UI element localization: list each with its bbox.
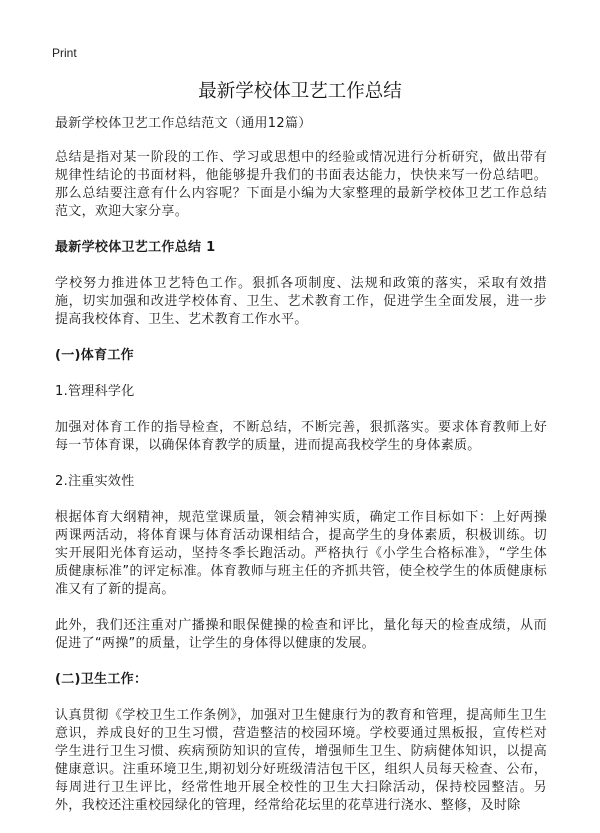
section-paragraph: 学校努力推进体卫艺特色工作。狠抓各项制度、法规和政策的落实，采取有效措施，切实加强和改进学校体育、卫生、艺术教育工作，促进学生全面发展，进一步提高我校体育、卫生、艺术教育工作水平。	[55, 276, 547, 327]
item-paragraph-management: 加强对体育工作的指导检查，不断总结，不断完善，狠抓落实。要求体育教师上好每一节体育课，以确保体育教学的质量，进而提高我校学生的身体素质。	[55, 420, 547, 453]
print-link[interactable]: Print	[52, 46, 77, 60]
section-heading: 最新学校体卫艺工作总结 1	[55, 240, 216, 255]
item-heading-effectiveness: 2.注重实效性	[55, 474, 135, 489]
item-heading-management: 1.管理科学化	[55, 384, 135, 399]
page-title: 最新学校体卫艺工作总结	[198, 81, 402, 102]
part-heading-hygiene: (二)卫生工作：	[55, 672, 148, 687]
hygiene-paragraph: 认真贯彻《学校卫生工作条例》，加强对卫生健康行为的教育和管理，提高师生卫生意识，养成良好的卫生习惯，营造整洁的校园环境。学校要通过黑板报，宣传栏对学生进行卫生习惯、疾病预防知识的宣传，增强师生卫生、防病健体知识，以提高健康意识。注重环境卫生,期初划分好班级清洁包干区，组织人员每天检查、公布，每周进行卫生评比，经常性地开展全校性的卫生大扫除活动，保持校园整洁。另外，我校还注重校园绿化的管理，经常给花坛里的花草进行浇水、整修，及时除	[55, 708, 547, 813]
item-paragraph-exercises: 此外，我们还注重对广播操和眼保健操的检查和评比，量化每天的检查成绩，从而促进了“两操”的质量，让学生的身体得以健康的发展。	[55, 618, 547, 651]
document-subtitle: 最新学校体卫艺工作总结范文（通用12篇）	[55, 116, 312, 131]
document-body	[55, 115, 547, 833]
part-heading-sports: (一)体育工作	[55, 348, 134, 363]
intro-paragraph: 总结是指对某一阶段的工作、学习或思想中的经验或情况进行分析研究，做出带有规律性结论的书面材料，他能够提升我们的书面表达能力，快快来写一份总结吧。那么总结要注意有什么内容呢？下面是小编为大家整理的最新学校体卫艺工作总结范文，欢迎大家分享。	[55, 150, 547, 219]
item-paragraph-effectiveness: 根据体育大纲精神，规范堂课质量，领会精神实质，确定工作目标如下：上好两操两课两活动，将体育课与体育活动课相结合，提高学生的身体素质，积极训练。切实开展阳光体育运动，坚持冬季长跑活动。严格执行《小学生合格标准》，“学生体质健康标准”的评定标准。体育教师与班主任的齐抓共管，使全校学生的体质健康标准又有了新的提高。	[55, 510, 547, 597]
